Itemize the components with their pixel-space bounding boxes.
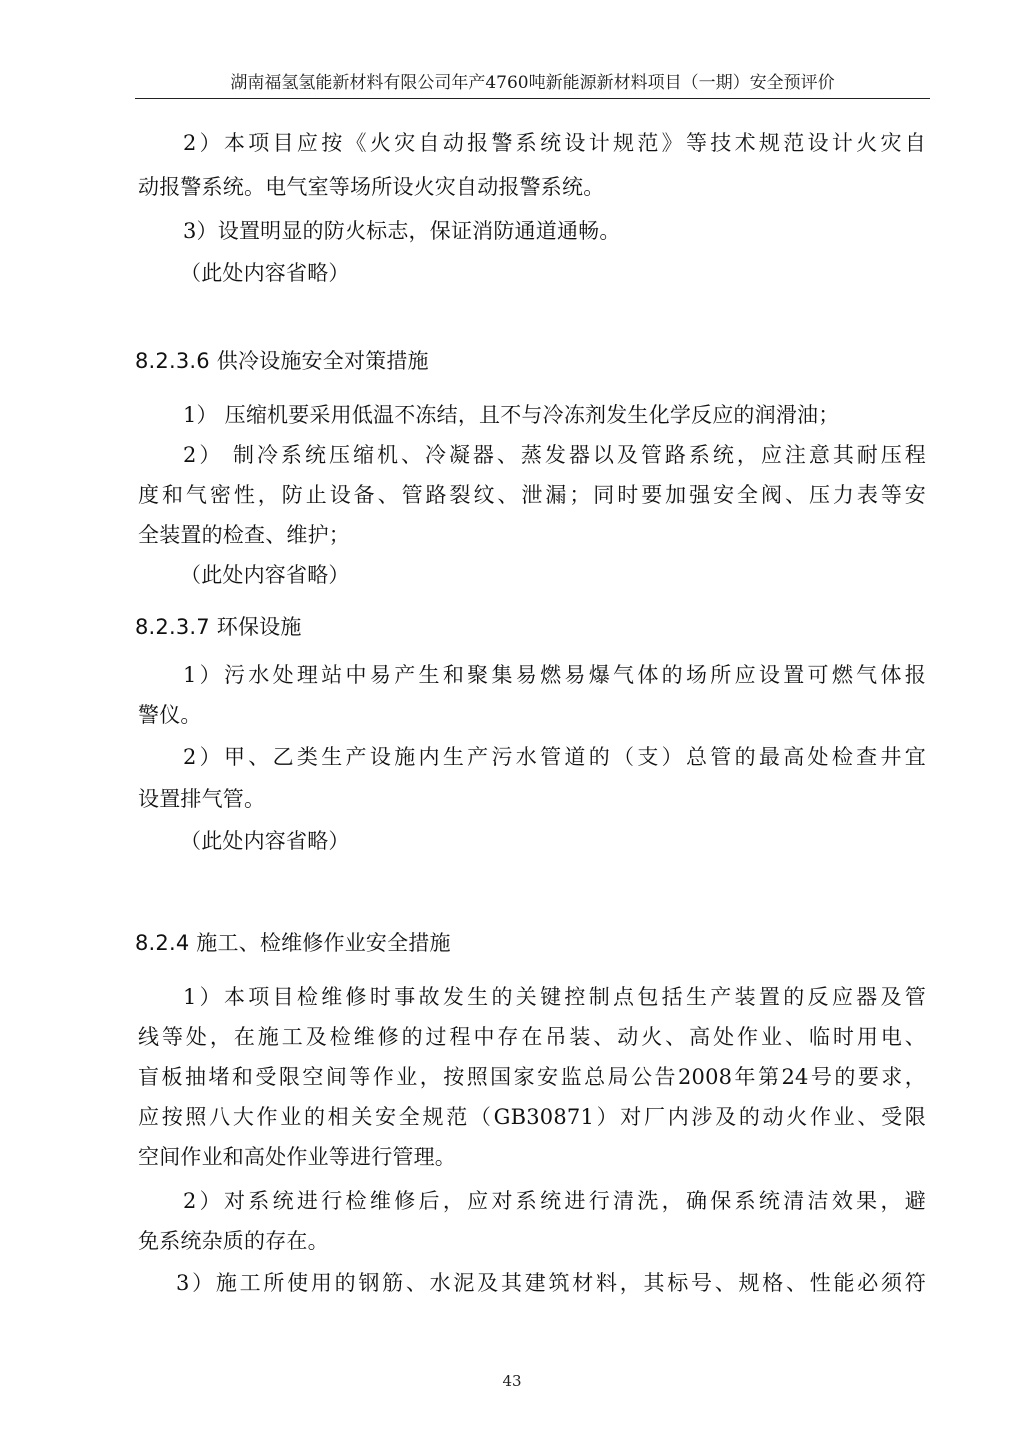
- paragraph-line: 免系统杂质的存在。: [138, 1229, 329, 1253]
- paragraph-line: 盲板抽堵和受限空间等作业，按照国家安监总局公告2008年第24号的要求，: [138, 1065, 926, 1089]
- omission-note: （此处内容省略）: [180, 261, 350, 285]
- paragraph-line: 动报警系统。电气室等场所设火灾自动报警系统。: [138, 175, 605, 199]
- omission-note: （此处内容省略）: [180, 563, 350, 587]
- section-heading: 8.2.3.7 环保设施: [135, 615, 302, 639]
- page-number: 43: [502, 1372, 522, 1390]
- section-heading: 8.2.4 施工、检维修作业安全措施: [135, 931, 451, 955]
- omission-note: （此处内容省略）: [180, 829, 350, 853]
- paragraph-line: 2） 制冷系统压缩机、冷凝器、蒸发器以及管路系统，应注意其耐压程: [183, 443, 926, 467]
- paragraph-line: 2）对系统进行检维修后，应对系统进行清洗，确保系统清洁效果，避: [183, 1189, 926, 1213]
- paragraph-line: 3）施工所使用的钢筋、水泥及其建筑材料，其标号、规格、性能必须符: [176, 1271, 926, 1295]
- paragraph-line: 3）设置明显的防火标志，保证消防通道通畅。: [183, 219, 621, 243]
- paragraph-line: 应按照八大作业的相关安全规范（GB30871）对厂内涉及的动火作业、受限: [138, 1105, 926, 1129]
- section-heading: 8.2.3.6 供冷设施安全对策措施: [135, 349, 429, 373]
- paragraph-line: 1）污水处理站中易产生和聚集易燃易爆气体的场所应设置可燃气体报: [183, 663, 926, 687]
- paragraph-line: 2）甲、乙类生产设施内生产污水管道的（支）总管的最高处检查井宜: [183, 745, 926, 769]
- paragraph-line: 2）本项目应按《火灾自动报警系统设计规范》等技术规范设计火灾自: [183, 131, 926, 155]
- paragraph-line: 1）本项目检维修时事故发生的关键控制点包括生产装置的反应器及管: [183, 985, 926, 1009]
- page-header: 湖南福氢氢能新材料有限公司年产4760吨新能源新材料项目（一期）安全预评价: [230, 73, 835, 93]
- paragraph-line: 全装置的检查、维护；: [138, 523, 350, 547]
- paragraph-line: 线等处，在施工及检维修的过程中存在吊装、动火、高处作业、临时用电、: [138, 1025, 926, 1049]
- paragraph-line: 警仪。: [138, 703, 202, 727]
- paragraph-line: 空间作业和高处作业等进行管理。: [138, 1145, 456, 1169]
- header-rule: [135, 98, 930, 99]
- paragraph-line: 度和气密性，防止设备、管路裂纹、泄漏；同时要加强安全阀、压力表等安: [138, 483, 926, 507]
- paragraph-line: 设置排气管。: [138, 787, 266, 811]
- paragraph-line: 1） 压缩机要采用低温不冻结，且不与冷冻剂发生化学反应的润滑油；: [183, 403, 840, 427]
